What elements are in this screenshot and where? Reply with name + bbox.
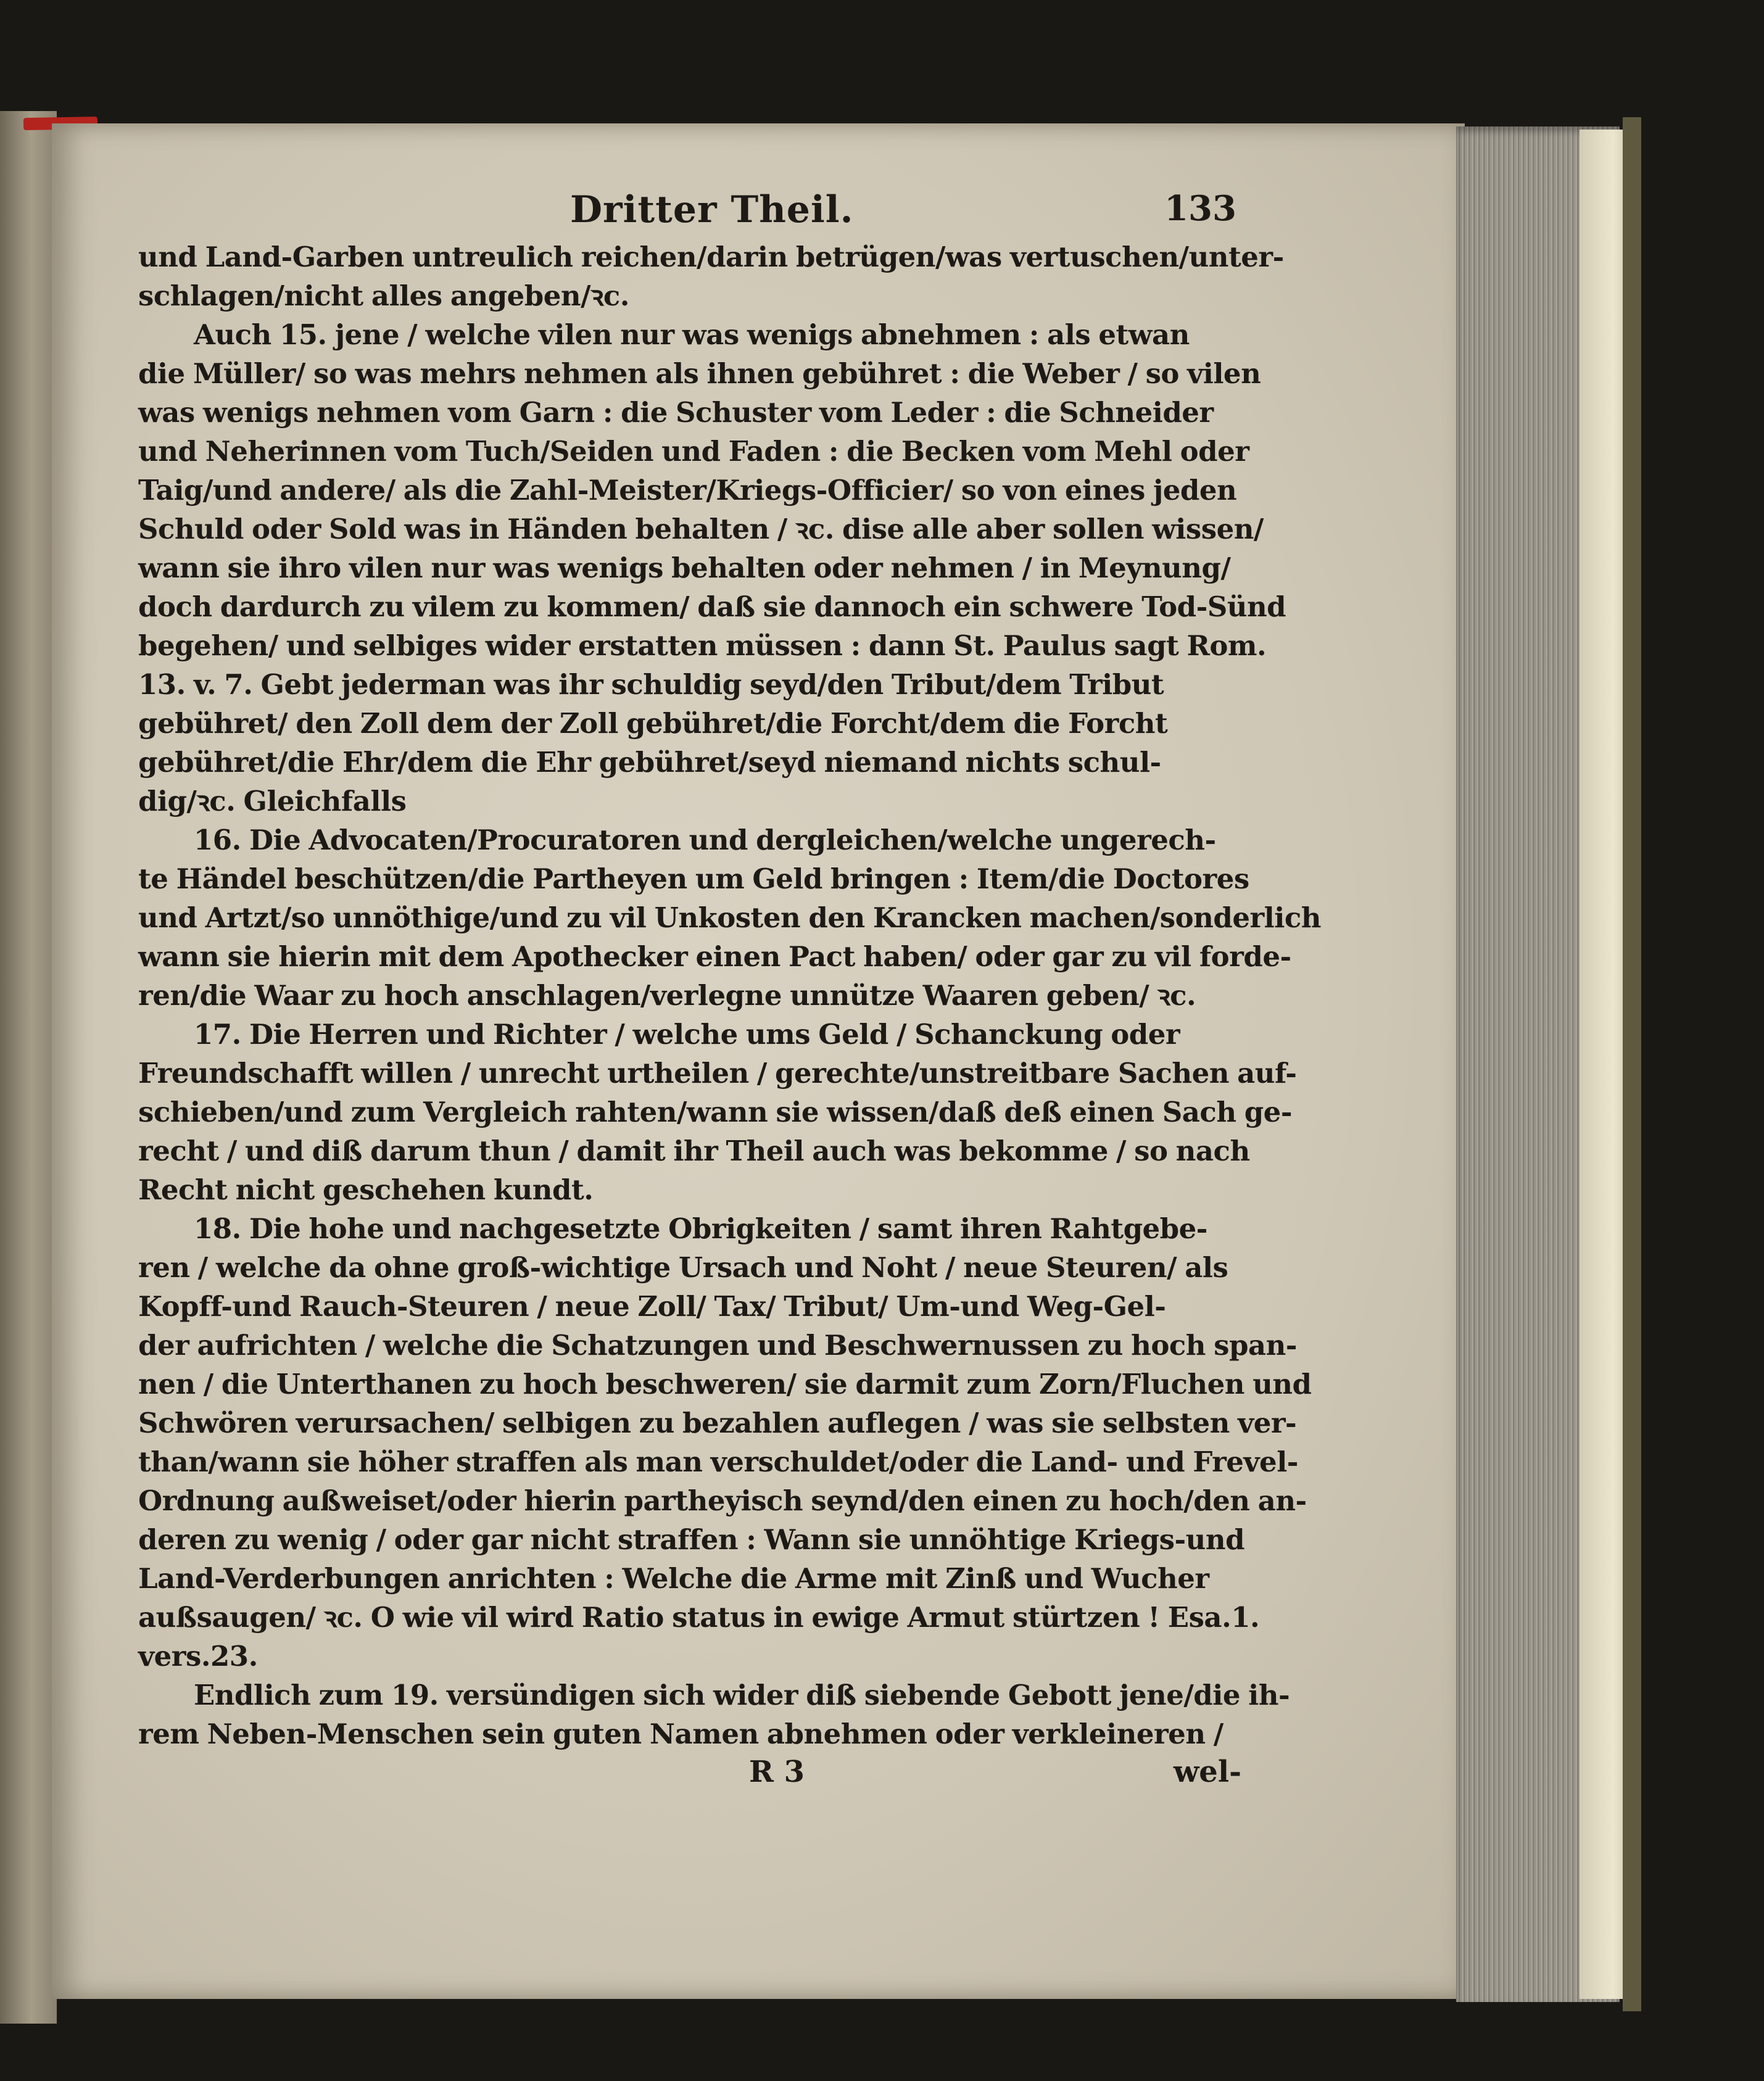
- text-line: rem Neben-Menschen sein guten Namen abnehmen oder verkleineren /: [138, 1718, 1224, 1750]
- text-line: Taig/und andere/ als die Zahl-Meister/Kriegs-Officier/ so von eines jeden: [138, 474, 1237, 507]
- text-line: deren zu wenig / oder gar nicht straffen : Wann sie unnöhtige Kriegs-und: [138, 1523, 1245, 1556]
- text-line: was wenigs nehmen vom Garn : die Schuster vom Leder : die Schneider: [138, 396, 1214, 429]
- page-header: [138, 188, 1255, 238]
- text-line: than/wann sie höher straffen als man verschuldet/oder die Land- und Frevel-: [138, 1446, 1298, 1478]
- text-line: Recht nicht geschehen kundt.: [138, 1173, 594, 1206]
- text-line: Schuld oder Sold was in Händen behalten / ꝛc. dise alle aber sollen wissen/: [138, 513, 1264, 545]
- text-block: [138, 188, 1321, 1798]
- text-line: außsaugen/ ꝛc. O wie vil wird Ratio status in ewige Armut stürtzen ! Esa.1.: [138, 1601, 1260, 1634]
- text-line: Land-Verderbungen anrichten : Welche die Arme mit Zinß und Wucher: [138, 1562, 1209, 1595]
- text-line: und Land-Garben untreulich reichen/darin betrügen/was vertuschen/unter-: [138, 241, 1284, 273]
- text-line: ren/die Waar zu hoch anschlagen/verlegne unnütze Waaren geben/ ꝛc.: [138, 979, 1196, 1012]
- text-line: 16. Die Advocaten/Procuratoren und dergleichen/welche ungerech-: [194, 824, 1216, 856]
- text-line: schieben/und zum Vergleich rahten/wann sie wissen/daß deß einen Sach ge-: [138, 1096, 1292, 1128]
- body-text: [138, 238, 1321, 1753]
- text-line: begehen/ und selbiges wider erstatten müssen : dann St. Paulus sagt Rom.: [138, 629, 1267, 662]
- page-number: 133: [1164, 188, 1236, 229]
- previous-page-edge: [0, 111, 57, 2024]
- cover-board-edge: [1623, 117, 1641, 2011]
- text-line: Ordnung außweiset/oder hierin partheyisch seynd/den einen zu hoch/den an-: [138, 1484, 1307, 1517]
- text-line: gebühret/ den Zoll dem der Zoll gebühret/die Forcht/dem die Forcht: [138, 707, 1168, 740]
- text-line: und Artzt/so unnöthige/und zu vil Unkosten den Krancken machen/sonderlich: [138, 901, 1321, 934]
- text-line: 17. Die Herren und Richter / welche ums Geld / Schanckung oder: [194, 1018, 1180, 1051]
- text-line: ren / welche da ohne groß-wichtige Ursach und Noht / neue Steuren/ als: [138, 1251, 1228, 1284]
- text-line: schlagen/nicht alles angeben/ꝛc.: [138, 279, 629, 312]
- signature-mark: R 3: [749, 1755, 805, 1789]
- text-line: Schwören verursachen/ selbigen zu bezahlen auflegen / was sie selbsten ver-: [138, 1407, 1297, 1439]
- text-line: der aufrichten / welche die Schatzungen und Beschwernussen zu hoch span-: [138, 1329, 1297, 1362]
- text-line: Auch 15. jene / welche vilen nur was wenigs abnehmen : als etwan: [194, 318, 1190, 351]
- text-line: Kopff-und Rauch-Steuren / neue Zoll/ Tax/ Tribut/ Um-und Weg-Gel-: [138, 1290, 1166, 1323]
- text-line: doch dardurch zu vilem zu kommen/ daß sie dannoch ein schwere Tod-Sünd: [138, 590, 1286, 623]
- text-line: 18. Die hohe und nachgesetzte Obrigkeiten / samt ihren Rahtgebe-: [194, 1212, 1207, 1245]
- text-line: nen / die Unterthanen zu hoch beschweren/ sie darmit zum Zorn/Fluchen und: [138, 1368, 1312, 1400]
- catchword: wel-: [1173, 1755, 1241, 1789]
- text-line: gebühret/die Ehr/dem die Ehr gebühret/seyd niemand nichts schul-: [138, 746, 1161, 779]
- text-line: Freundschafft willen / unrecht urtheilen / gerechte/unstreitbare Sachen auf-: [138, 1057, 1297, 1090]
- text-line: recht / und diß darum thun / damit ihr Theil auch was bekomme / so nach: [138, 1135, 1250, 1167]
- text-line: dig/ꝛc. Gleichfalls: [138, 785, 407, 817]
- running-head: Dritter Theil.: [570, 188, 854, 231]
- page-footer: [138, 1755, 1255, 1798]
- text-line: wann sie hierin mit dem Apothecker einen Pact haben/ oder gar zu vil forde-: [138, 940, 1291, 973]
- text-line: te Händel beschützen/die Partheyen um Geld bringen : Item/die Doctores: [138, 863, 1249, 895]
- text-line: wann sie ihro vilen nur was wenigs behalten oder nehmen / in Meynung/: [138, 552, 1231, 584]
- text-line: Endlich zum 19. versündigen sich wider diß siebende Gebott jene/die ih-: [194, 1679, 1290, 1711]
- text-line: die Müller/ so was mehrs nehmen als ihnen gebühret : die Weber / so vilen: [138, 357, 1261, 390]
- text-line: und Neherinnen vom Tuch/Seiden und Faden : die Becken vom Mehl oder: [138, 435, 1249, 468]
- text-line: vers.23.: [138, 1640, 258, 1673]
- text-line: 13. v. 7. Gebt jederman was ihr schuldig seyd/den Tribut/dem Tribut: [138, 668, 1164, 701]
